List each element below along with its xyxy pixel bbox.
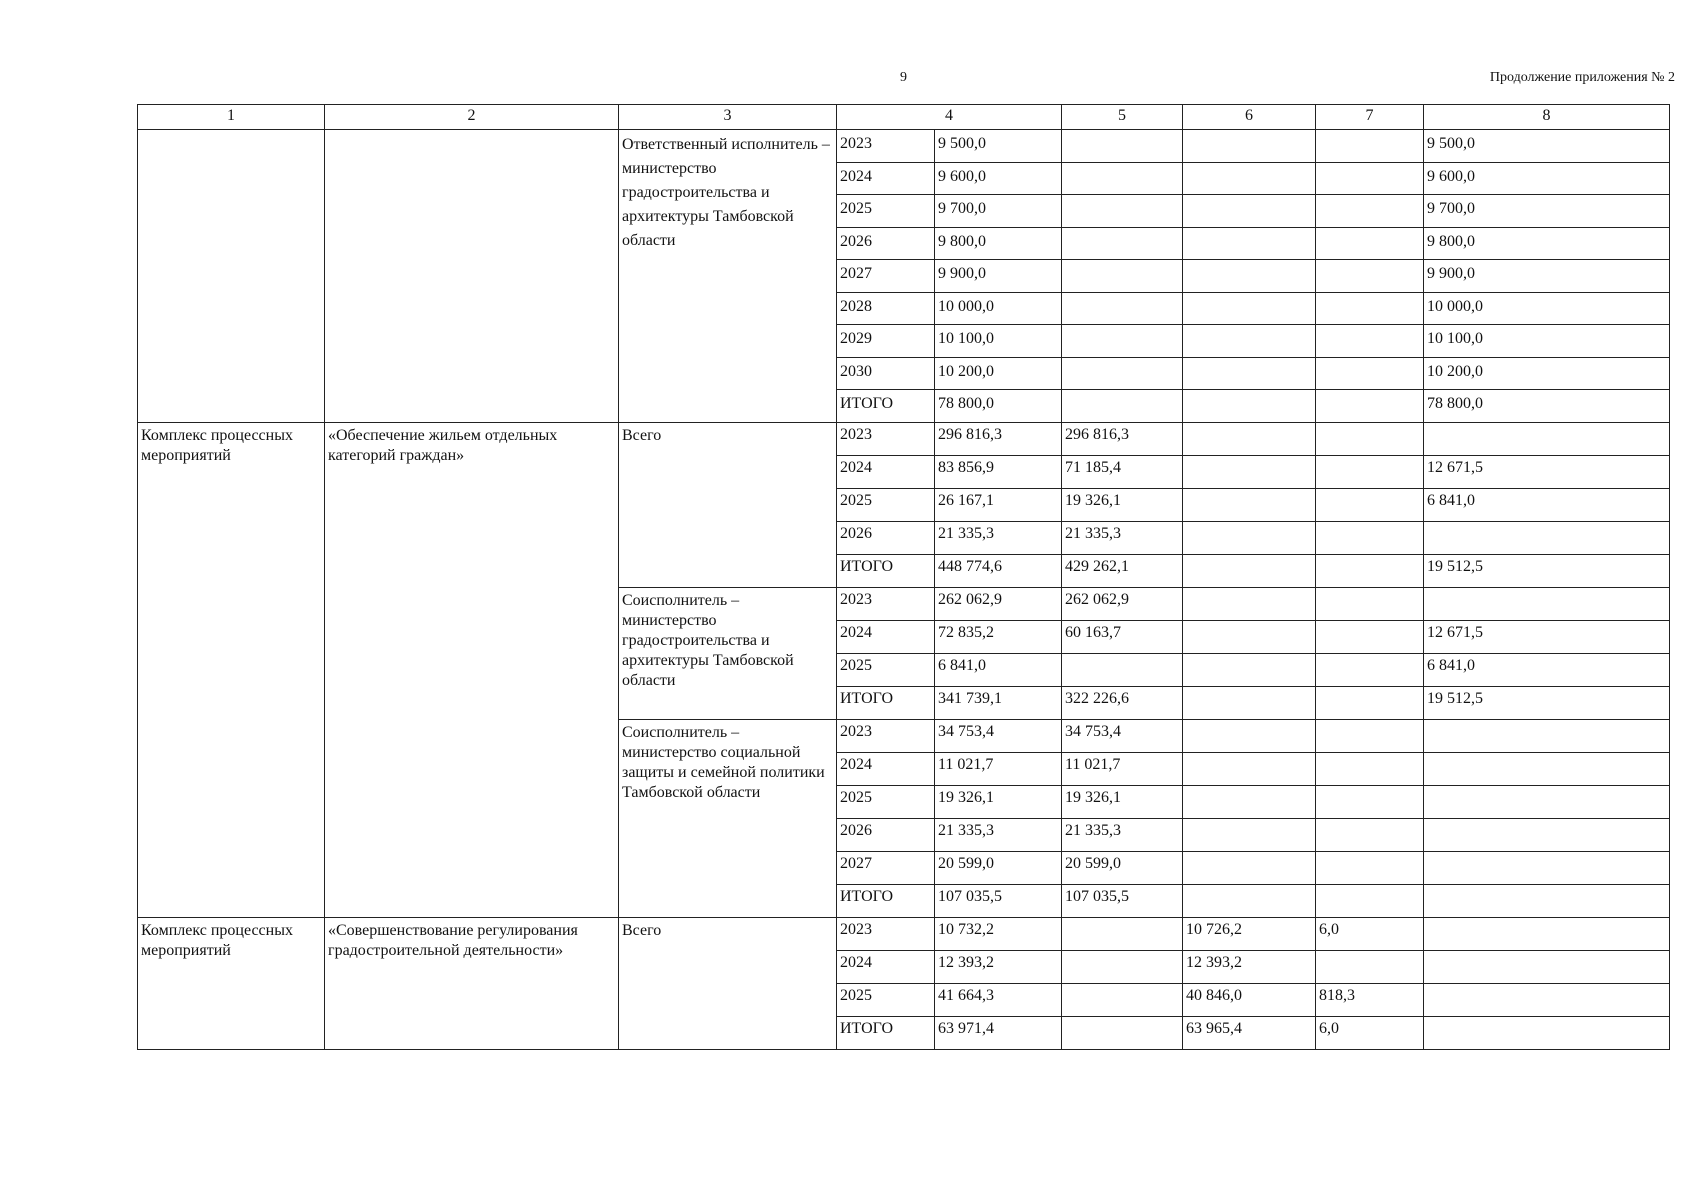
year-cell: 2025 xyxy=(837,488,935,521)
year-cell: 2025 xyxy=(837,785,935,818)
amount-col8-cell xyxy=(1424,719,1670,752)
year-cell: 2024 xyxy=(837,950,935,983)
amount-col6-cell: 40 846,0 xyxy=(1183,983,1316,1016)
amount-col6-cell xyxy=(1183,390,1316,423)
year-cell: 2023 xyxy=(837,917,935,950)
amount-col7-cell xyxy=(1316,521,1424,554)
year-cell: 2025 xyxy=(837,653,935,686)
amount-col5-cell xyxy=(1062,195,1183,228)
amount-col6-cell xyxy=(1183,620,1316,653)
amount-col8-cell: 9 600,0 xyxy=(1424,162,1670,195)
amount-col8-cell: 9 900,0 xyxy=(1424,260,1670,293)
amount-col5-cell xyxy=(1062,292,1183,325)
year-cell: 2024 xyxy=(837,455,935,488)
year-cell: 2023 xyxy=(837,719,935,752)
amount-total-cell: 107 035,5 xyxy=(935,884,1062,917)
year-cell: ИТОГО xyxy=(837,686,935,719)
executor-cell: Всего xyxy=(619,917,837,1049)
amount-col8-cell xyxy=(1424,422,1670,455)
year-cell: 2027 xyxy=(837,851,935,884)
executor-cell: Всего xyxy=(619,422,837,587)
amount-col5-cell xyxy=(1062,983,1183,1016)
amount-col6-cell xyxy=(1183,130,1316,163)
amount-col5-cell xyxy=(1062,260,1183,293)
amount-col7-cell: 6,0 xyxy=(1316,1016,1424,1049)
amount-total-cell: 21 335,3 xyxy=(935,818,1062,851)
amount-col8-cell: 9 500,0 xyxy=(1424,130,1670,163)
amount-col8-cell xyxy=(1424,851,1670,884)
amount-col5-cell xyxy=(1062,227,1183,260)
amount-col8-cell xyxy=(1424,917,1670,950)
header-col-7: 7 xyxy=(1316,105,1424,130)
amount-total-cell: 341 739,1 xyxy=(935,686,1062,719)
amount-total-cell: 19 326,1 xyxy=(935,785,1062,818)
amount-total-cell: 9 700,0 xyxy=(935,195,1062,228)
year-cell: 2030 xyxy=(837,357,935,390)
amount-col7-cell xyxy=(1316,488,1424,521)
amount-col7-cell xyxy=(1316,620,1424,653)
year-cell: 2026 xyxy=(837,818,935,851)
page-number: 9 xyxy=(900,70,907,85)
amount-col5-cell: 19 326,1 xyxy=(1062,785,1183,818)
amount-total-cell: 9 800,0 xyxy=(935,227,1062,260)
amount-col5-cell: 429 262,1 xyxy=(1062,554,1183,587)
amount-col8-cell: 10 000,0 xyxy=(1424,292,1670,325)
amount-col7-cell xyxy=(1316,227,1424,260)
program-type-cell: Комплекс процессных мероприятий xyxy=(138,917,325,1049)
amount-total-cell: 448 774,6 xyxy=(935,554,1062,587)
year-cell: 2024 xyxy=(837,620,935,653)
amount-col5-cell: 21 335,3 xyxy=(1062,818,1183,851)
amount-col5-cell: 60 163,7 xyxy=(1062,620,1183,653)
year-cell: ИТОГО xyxy=(837,1016,935,1049)
program-name-cell xyxy=(325,130,619,423)
amount-col7-cell: 6,0 xyxy=(1316,917,1424,950)
amount-col8-cell xyxy=(1424,884,1670,917)
amount-total-cell: 10 000,0 xyxy=(935,292,1062,325)
appendix-continuation-label: Продолжение приложения № 2 xyxy=(1489,70,1675,85)
amount-total-cell: 9 600,0 xyxy=(935,162,1062,195)
year-cell: 2025 xyxy=(837,983,935,1016)
amount-total-cell: 63 971,4 xyxy=(935,1016,1062,1049)
header-col-2: 2 xyxy=(325,105,619,130)
amount-total-cell: 9 900,0 xyxy=(935,260,1062,293)
amount-col8-cell xyxy=(1424,1016,1670,1049)
amount-col8-cell xyxy=(1424,785,1670,818)
year-cell: 2024 xyxy=(837,752,935,785)
year-cell: 2023 xyxy=(837,130,935,163)
amount-col7-cell xyxy=(1316,950,1424,983)
amount-col7-cell xyxy=(1316,260,1424,293)
amount-total-cell: 12 393,2 xyxy=(935,950,1062,983)
executor-cell: Соисполнитель – министерство социальной защиты и семейной политики Тамбовской области xyxy=(619,719,837,917)
amount-col8-cell xyxy=(1424,752,1670,785)
table-body xyxy=(138,130,1670,1050)
amount-col5-cell xyxy=(1062,130,1183,163)
amount-col8-cell: 19 512,5 xyxy=(1424,686,1670,719)
amount-col6-cell xyxy=(1183,818,1316,851)
amount-total-cell: 83 856,9 xyxy=(935,455,1062,488)
table-row xyxy=(138,917,1670,950)
amount-col5-cell xyxy=(1062,653,1183,686)
amount-col7-cell xyxy=(1316,851,1424,884)
year-cell: 2029 xyxy=(837,325,935,358)
amount-col8-cell: 19 512,5 xyxy=(1424,554,1670,587)
amount-col7-cell xyxy=(1316,325,1424,358)
amount-col8-cell xyxy=(1424,983,1670,1016)
amount-col6-cell: 63 965,4 xyxy=(1183,1016,1316,1049)
amount-col8-cell: 10 100,0 xyxy=(1424,325,1670,358)
amount-total-cell: 296 816,3 xyxy=(935,422,1062,455)
amount-col7-cell xyxy=(1316,884,1424,917)
amount-col5-cell: 107 035,5 xyxy=(1062,884,1183,917)
amount-col5-cell xyxy=(1062,357,1183,390)
amount-total-cell: 9 500,0 xyxy=(935,130,1062,163)
amount-col6-cell: 12 393,2 xyxy=(1183,950,1316,983)
amount-total-cell: 78 800,0 xyxy=(935,390,1062,423)
table-row xyxy=(138,130,1670,163)
amount-col8-cell xyxy=(1424,950,1670,983)
amount-col7-cell xyxy=(1316,785,1424,818)
amount-col6-cell xyxy=(1183,653,1316,686)
amount-total-cell: 20 599,0 xyxy=(935,851,1062,884)
year-cell: ИТОГО xyxy=(837,390,935,423)
amount-col5-cell xyxy=(1062,917,1183,950)
amount-col7-cell xyxy=(1316,653,1424,686)
amount-col8-cell xyxy=(1424,587,1670,620)
amount-col6-cell xyxy=(1183,785,1316,818)
amount-col8-cell: 9 700,0 xyxy=(1424,195,1670,228)
amount-col6-cell xyxy=(1183,851,1316,884)
amount-total-cell: 72 835,2 xyxy=(935,620,1062,653)
year-cell: 2023 xyxy=(837,587,935,620)
amount-col7-cell xyxy=(1316,162,1424,195)
table-header-row xyxy=(138,105,1670,130)
amount-col8-cell: 6 841,0 xyxy=(1424,488,1670,521)
header-col-8: 8 xyxy=(1424,105,1670,130)
amount-col7-cell xyxy=(1316,818,1424,851)
amount-col7-cell xyxy=(1316,752,1424,785)
amount-col6-cell xyxy=(1183,884,1316,917)
amount-col5-cell xyxy=(1062,325,1183,358)
amount-col6-cell xyxy=(1183,260,1316,293)
amount-col6-cell xyxy=(1183,455,1316,488)
program-name-cell: «Совершенствование регулирования градостроительной деятельности» xyxy=(325,917,619,1049)
amount-total-cell: 34 753,4 xyxy=(935,719,1062,752)
amount-col8-cell xyxy=(1424,818,1670,851)
amount-col8-cell: 9 800,0 xyxy=(1424,227,1670,260)
amount-col7-cell xyxy=(1316,719,1424,752)
amount-col7-cell xyxy=(1316,130,1424,163)
amount-col5-cell: 71 185,4 xyxy=(1062,455,1183,488)
year-cell: ИТОГО xyxy=(837,554,935,587)
amount-col6-cell xyxy=(1183,521,1316,554)
amount-col8-cell xyxy=(1424,521,1670,554)
amount-col7-cell xyxy=(1316,292,1424,325)
amount-col6-cell xyxy=(1183,422,1316,455)
year-cell: ИТОГО xyxy=(837,884,935,917)
amount-col5-cell: 34 753,4 xyxy=(1062,719,1183,752)
executor-cell: Соисполнитель – министерство градостроительства и архитектуры Тамбовской области xyxy=(619,587,837,719)
amount-col6-cell xyxy=(1183,195,1316,228)
year-cell: 2023 xyxy=(837,422,935,455)
amount-col5-cell: 262 062,9 xyxy=(1062,587,1183,620)
amount-col5-cell xyxy=(1062,162,1183,195)
amount-col7-cell xyxy=(1316,587,1424,620)
header-col-1: 1 xyxy=(138,105,325,130)
amount-col6-cell xyxy=(1183,227,1316,260)
amount-col7-cell: 818,3 xyxy=(1316,983,1424,1016)
amount-col7-cell xyxy=(1316,422,1424,455)
table-row xyxy=(138,422,1670,455)
amount-col6-cell xyxy=(1183,488,1316,521)
amount-col6-cell xyxy=(1183,587,1316,620)
program-name-cell: «Обеспечение жильем отдельных категорий граждан» xyxy=(325,422,619,917)
amount-col6-cell xyxy=(1183,325,1316,358)
amount-col5-cell: 322 226,6 xyxy=(1062,686,1183,719)
amount-col5-cell: 21 335,3 xyxy=(1062,521,1183,554)
amount-col6-cell xyxy=(1183,686,1316,719)
amount-col5-cell: 19 326,1 xyxy=(1062,488,1183,521)
header-col-5: 5 xyxy=(1062,105,1183,130)
amount-col6-cell xyxy=(1183,162,1316,195)
amount-col5-cell xyxy=(1062,390,1183,423)
amount-col5-cell xyxy=(1062,1016,1183,1049)
amount-total-cell: 10 200,0 xyxy=(935,357,1062,390)
amount-col8-cell: 12 671,5 xyxy=(1424,620,1670,653)
amount-col6-cell xyxy=(1183,719,1316,752)
header-col-4: 4 xyxy=(837,105,1062,130)
amount-col6-cell: 10 726,2 xyxy=(1183,917,1316,950)
amount-total-cell: 41 664,3 xyxy=(935,983,1062,1016)
amount-total-cell: 10 732,2 xyxy=(935,917,1062,950)
amount-col5-cell xyxy=(1062,950,1183,983)
header-col-3: 3 xyxy=(619,105,837,130)
amount-col7-cell xyxy=(1316,195,1424,228)
amount-col7-cell xyxy=(1316,686,1424,719)
amount-col6-cell xyxy=(1183,752,1316,785)
amount-col7-cell xyxy=(1316,357,1424,390)
program-type-cell: Комплекс процессных мероприятий xyxy=(138,422,325,917)
program-type-cell xyxy=(138,130,325,423)
executor-cell: Ответственный исполнитель – министерство градостроительства и архитектуры Тамбовской области xyxy=(619,130,837,423)
year-cell: 2028 xyxy=(837,292,935,325)
amount-total-cell: 26 167,1 xyxy=(935,488,1062,521)
amount-col8-cell: 6 841,0 xyxy=(1424,653,1670,686)
amount-total-cell: 6 841,0 xyxy=(935,653,1062,686)
amount-col6-cell xyxy=(1183,357,1316,390)
year-cell: 2024 xyxy=(837,162,935,195)
amount-col6-cell xyxy=(1183,554,1316,587)
amount-col7-cell xyxy=(1316,390,1424,423)
amount-col7-cell xyxy=(1316,554,1424,587)
amount-col8-cell: 10 200,0 xyxy=(1424,357,1670,390)
amount-col7-cell xyxy=(1316,455,1424,488)
amount-col8-cell: 12 671,5 xyxy=(1424,455,1670,488)
amount-total-cell: 21 335,3 xyxy=(935,521,1062,554)
budget-table xyxy=(137,104,1670,1050)
year-cell: 2026 xyxy=(837,521,935,554)
amount-col5-cell: 296 816,3 xyxy=(1062,422,1183,455)
amount-col5-cell: 11 021,7 xyxy=(1062,752,1183,785)
year-cell: 2027 xyxy=(837,260,935,293)
amount-col8-cell: 78 800,0 xyxy=(1424,390,1670,423)
amount-total-cell: 10 100,0 xyxy=(935,325,1062,358)
header-col-6: 6 xyxy=(1183,105,1316,130)
year-cell: 2026 xyxy=(837,227,935,260)
amount-total-cell: 11 021,7 xyxy=(935,752,1062,785)
amount-total-cell: 262 062,9 xyxy=(935,587,1062,620)
year-cell: 2025 xyxy=(837,195,935,228)
amount-col5-cell: 20 599,0 xyxy=(1062,851,1183,884)
amount-col6-cell xyxy=(1183,292,1316,325)
